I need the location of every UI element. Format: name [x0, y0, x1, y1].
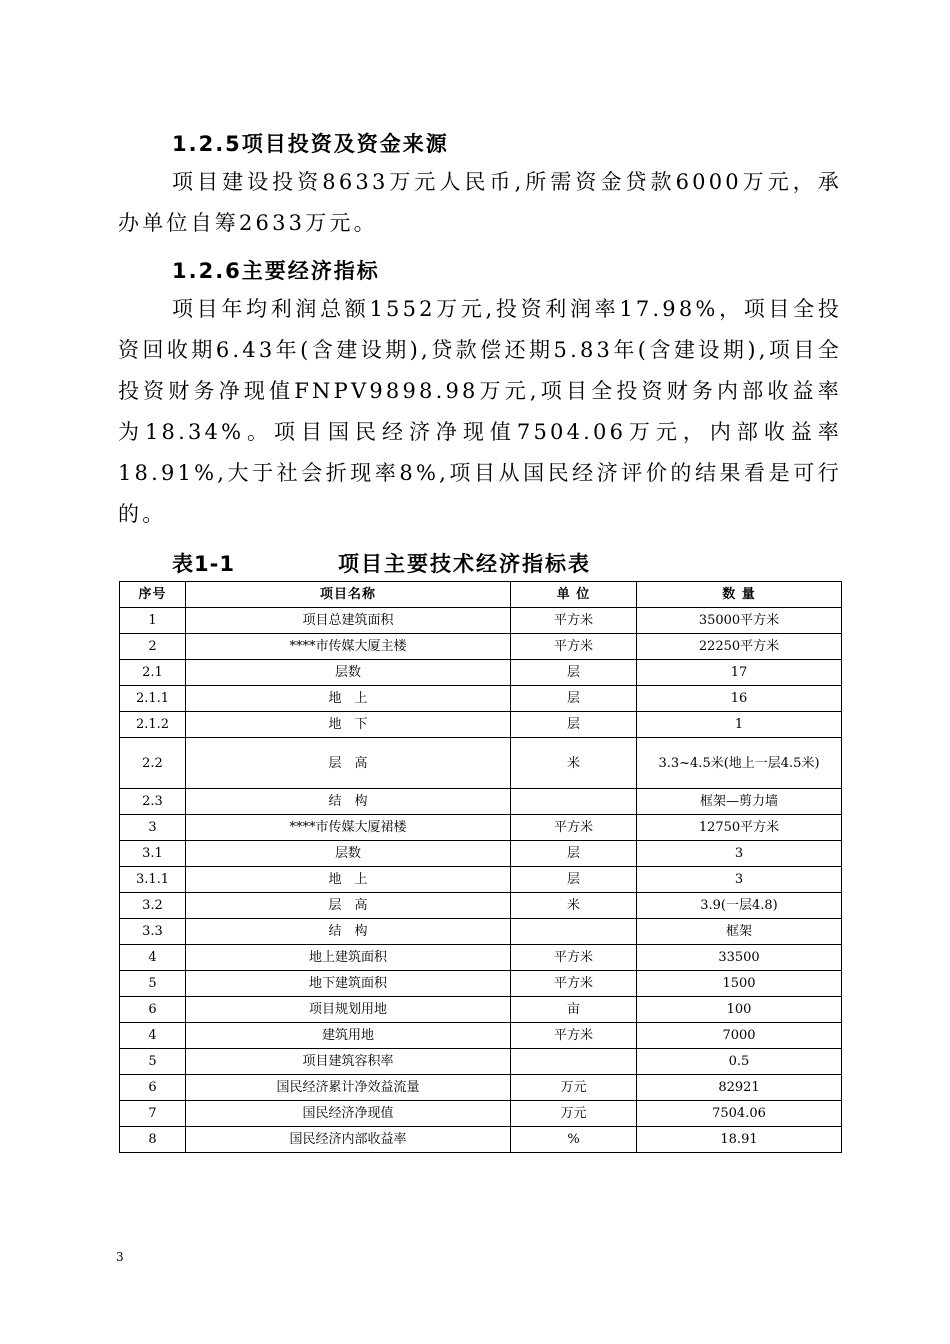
page-number: 3: [116, 1250, 124, 1264]
cell-quantity: 82921: [637, 1075, 842, 1101]
cell-unit: 平方米: [511, 815, 637, 841]
table-row: [120, 608, 842, 634]
section-paragraph-1-2-5: 项目建设投资8633万元人民币,所需资金贷款6000万元，承办单位自筹2633万元。: [118, 170, 842, 235]
cell-quantity: 35000平方米: [637, 608, 842, 634]
table-header-row: [120, 582, 842, 608]
cell-item-name: 地上建筑面积: [186, 945, 511, 971]
table-row: [120, 867, 842, 893]
table-row: [120, 971, 842, 997]
cell-quantity: 12750平方米: [637, 815, 842, 841]
table-row: [120, 1023, 842, 1049]
cell-quantity: 3: [637, 867, 842, 893]
cell-unit: 米: [511, 893, 637, 919]
table-row: [120, 789, 842, 815]
cell-item-name: 层 高: [186, 893, 511, 919]
cell-unit: %: [511, 1127, 637, 1153]
economic-indicators-table: [119, 581, 842, 1153]
cell-index: 3.1: [120, 841, 186, 867]
cell-item-name: 结 构: [186, 919, 511, 945]
section-heading-1-2-6: 1.2.6主要经济指标: [172, 259, 380, 283]
cell-index: 2.2: [120, 738, 186, 789]
table-row: [120, 634, 842, 660]
cell-quantity: 17: [637, 660, 842, 686]
cell-index: 2: [120, 634, 186, 660]
cell-quantity: 7504.06: [637, 1101, 842, 1127]
cell-item-name: 地下建筑面积: [186, 971, 511, 997]
table-row: [120, 1127, 842, 1153]
cell-quantity: 7000: [637, 1023, 842, 1049]
cell-unit: 层: [511, 686, 637, 712]
table-row: [120, 841, 842, 867]
table-row: [120, 1075, 842, 1101]
cell-item-name: 项目规划用地: [186, 997, 511, 1023]
cell-quantity: 框架: [637, 919, 842, 945]
cell-unit: 万元: [511, 1101, 637, 1127]
table-row: [120, 815, 842, 841]
cell-unit: 层: [511, 867, 637, 893]
table-row: [120, 1101, 842, 1127]
cell-unit: 平方米: [511, 634, 637, 660]
section-paragraph-1-2-6: 项目年均利润总额1552万元,投资利润率17.98%，项目全投资回收期6.43年(含建设期),贷款偿还期5.83年(含建设期),项目全投资财务净现值FNPV9898.98万元,项目全投资财务内部收益率为18.34%。项目国民经济净现值7504.06万元，内部收益率18.91%,大于社会折现率8%,项目从国民经济评价的结果看是可行的。: [118, 297, 842, 526]
cell-item-name: ****市传媒大厦主楼: [186, 634, 511, 660]
cell-index: 2.1: [120, 660, 186, 686]
cell-item-name: 地 上: [186, 867, 511, 893]
cell-index: 3.1.1: [120, 867, 186, 893]
cell-index: 3.3: [120, 919, 186, 945]
cell-quantity: 3: [637, 841, 842, 867]
table-row: [120, 712, 842, 738]
cell-unit: 层: [511, 841, 637, 867]
cell-item-name: 地 上: [186, 686, 511, 712]
cell-unit: [511, 1049, 637, 1075]
cell-index: 7: [120, 1101, 186, 1127]
cell-quantity: 16: [637, 686, 842, 712]
table-row: [120, 945, 842, 971]
table-row: [120, 686, 842, 712]
cell-unit: 亩: [511, 997, 637, 1023]
cell-index: 6: [120, 1075, 186, 1101]
cell-item-name: 层数: [186, 660, 511, 686]
cell-item-name: 项目总建筑面积: [186, 608, 511, 634]
header-item-name: 项目名称: [186, 582, 511, 608]
cell-quantity: 18.91: [637, 1127, 842, 1153]
table-caption-title: 项目主要技术经济指标表: [338, 552, 591, 576]
cell-item-name: 地 下: [186, 712, 511, 738]
cell-index: 4: [120, 1023, 186, 1049]
cell-item-name: 国民经济累计净效益流量: [186, 1075, 511, 1101]
cell-index: 8: [120, 1127, 186, 1153]
cell-index: 3.2: [120, 893, 186, 919]
cell-quantity: 3.3~4.5米(地上一层4.5米): [637, 738, 842, 789]
header-unit: 单 位: [511, 582, 637, 608]
table-row: [120, 660, 842, 686]
cell-unit: 平方米: [511, 945, 637, 971]
cell-item-name: 建筑用地: [186, 1023, 511, 1049]
cell-item-name: 层数: [186, 841, 511, 867]
cell-quantity: 100: [637, 997, 842, 1023]
table-row: [120, 919, 842, 945]
cell-index: 5: [120, 1049, 186, 1075]
cell-item-name: 层 高: [186, 738, 511, 789]
cell-item-name: 结 构: [186, 789, 511, 815]
table-row: [120, 1049, 842, 1075]
cell-index: 4: [120, 945, 186, 971]
cell-item-name: 项目建筑容积率: [186, 1049, 511, 1075]
cell-quantity: 0.5: [637, 1049, 842, 1075]
header-index: 序号: [120, 582, 186, 608]
cell-quantity: 1: [637, 712, 842, 738]
cell-item-name: ****市传媒大厦裙楼: [186, 815, 511, 841]
header-quantity: 数 量: [637, 582, 842, 608]
cell-unit: 米: [511, 738, 637, 789]
table-caption-number: 表1-1: [172, 552, 235, 576]
cell-index: 2.1.2: [120, 712, 186, 738]
cell-unit: 层: [511, 660, 637, 686]
cell-quantity: 3.9(一层4.8): [637, 893, 842, 919]
cell-item-name: 国民经济内部收益率: [186, 1127, 511, 1153]
cell-quantity: 框架—剪力墙: [637, 789, 842, 815]
cell-unit: 平方米: [511, 971, 637, 997]
cell-quantity: 33500: [637, 945, 842, 971]
cell-index: 2.3: [120, 789, 186, 815]
cell-quantity: 22250平方米: [637, 634, 842, 660]
cell-index: 5: [120, 971, 186, 997]
cell-item-name: 国民经济净现值: [186, 1101, 511, 1127]
section-heading-1-2-5: 1.2.5项目投资及资金来源: [172, 132, 449, 156]
cell-index: 2.1.1: [120, 686, 186, 712]
cell-quantity: 1500: [637, 971, 842, 997]
table-row: [120, 738, 842, 789]
cell-unit: 层: [511, 712, 637, 738]
table-row: [120, 997, 842, 1023]
cell-unit: 万元: [511, 1075, 637, 1101]
cell-index: 6: [120, 997, 186, 1023]
cell-unit: [511, 789, 637, 815]
table-row: [120, 893, 842, 919]
cell-unit: 平方米: [511, 1023, 637, 1049]
cell-index: 1: [120, 608, 186, 634]
cell-unit: 平方米: [511, 608, 637, 634]
cell-unit: [511, 919, 637, 945]
cell-index: 3: [120, 815, 186, 841]
